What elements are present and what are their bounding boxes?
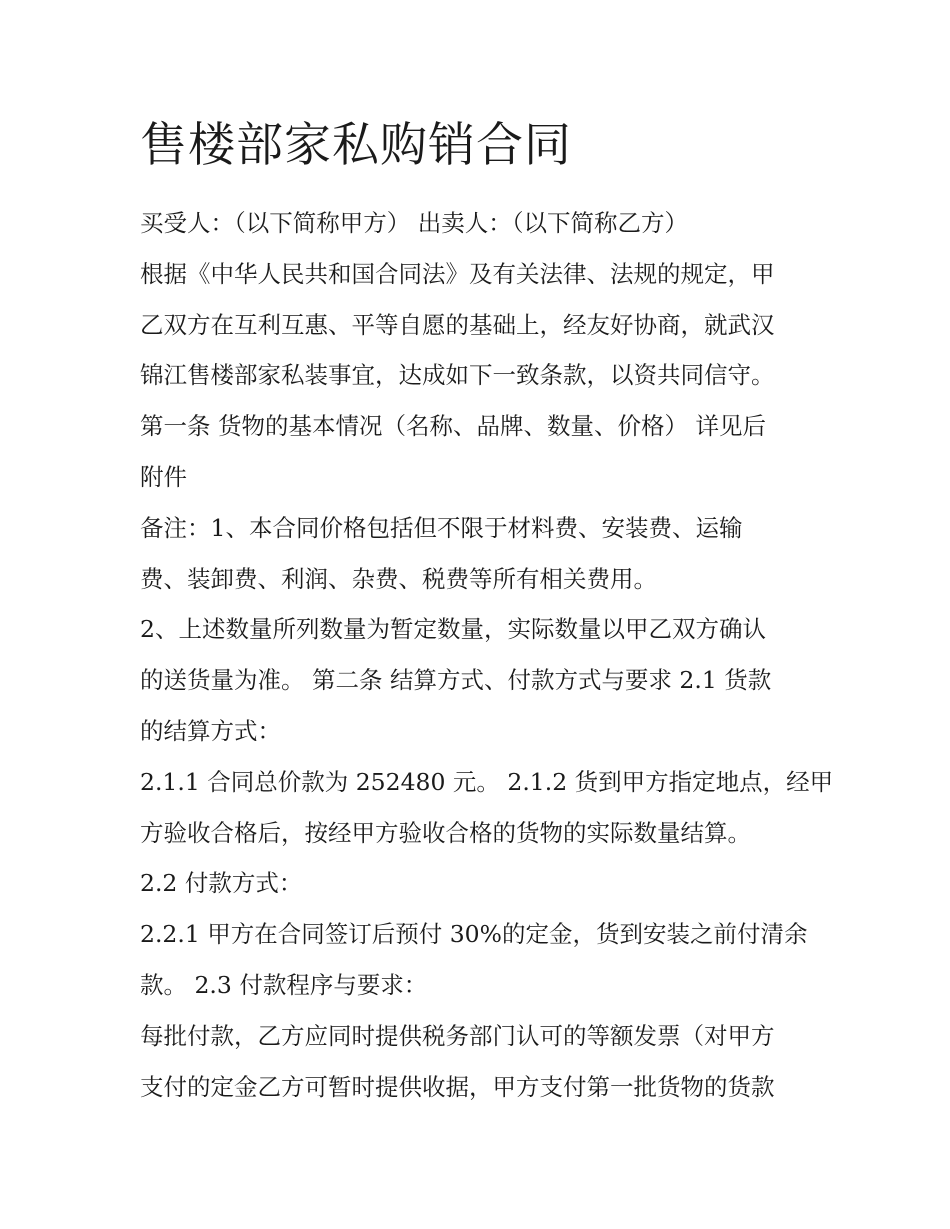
body-line-7: 备注：1、本合同价格包括但不限于材料费、安装费、运输 xyxy=(140,513,743,542)
body-line-16: 款。 2.3 付款程序与要求： xyxy=(140,970,428,999)
body-line-3: 乙双方在互利互惠、平等自愿的基础上，经友好协商，就武汉 xyxy=(140,310,775,339)
body-line-9: 2、上述数量所列数量为暂定数量，实际数量以甲乙双方确认 xyxy=(140,615,766,644)
body-line-4: 锦江售楼部家私装事宜，达成如下一致条款，以资共同信守。 xyxy=(140,361,775,390)
body-line-1: 买受人：（以下简称甲方） 出卖人：（以下简称乙方） xyxy=(140,209,688,237)
body-line-17: 每批付款，乙方应同时提供税务部门认可的等额发票（对甲方 xyxy=(140,1021,775,1050)
body-line-2: 根据《中华人民共和国合同法》及有关法律、法规的规定，甲 xyxy=(140,259,775,288)
body-line-6: 附件 xyxy=(140,462,187,491)
body-line-13: 方验收合格后，按经甲方验收合格的货物的实际数量结算。 xyxy=(140,818,751,847)
body-line-14: 2.2 付款方式： xyxy=(140,869,303,898)
body-line-12: 2.1.1 合同总价款为 252480 元。 2.1.2 货到甲方指定地点，经甲 xyxy=(140,767,834,796)
body-line-11: 的结算方式： xyxy=(140,716,281,745)
document-body xyxy=(140,198,834,1112)
document-title: 售楼部家私购销合同 xyxy=(140,118,572,173)
body-line-5: 第一条 货物的基本情况（名称、品牌、数量、价格） 详见后 xyxy=(140,412,766,441)
body-line-8: 费、装卸费、利润、杂费、税费等所有相关费用。 xyxy=(140,564,657,593)
body-line-15: 2.2.1 甲方在合同签订后预付 30%的定金，货到安装之前付清余 xyxy=(140,920,808,949)
body-line-10: 的送货量为准。 第二条 结算方式、付款方式与要求 2.1 货款 xyxy=(140,666,772,695)
body-line-18: 支付的定金乙方可暂时提供收据，甲方支付第一批货物的货款 xyxy=(140,1072,775,1101)
